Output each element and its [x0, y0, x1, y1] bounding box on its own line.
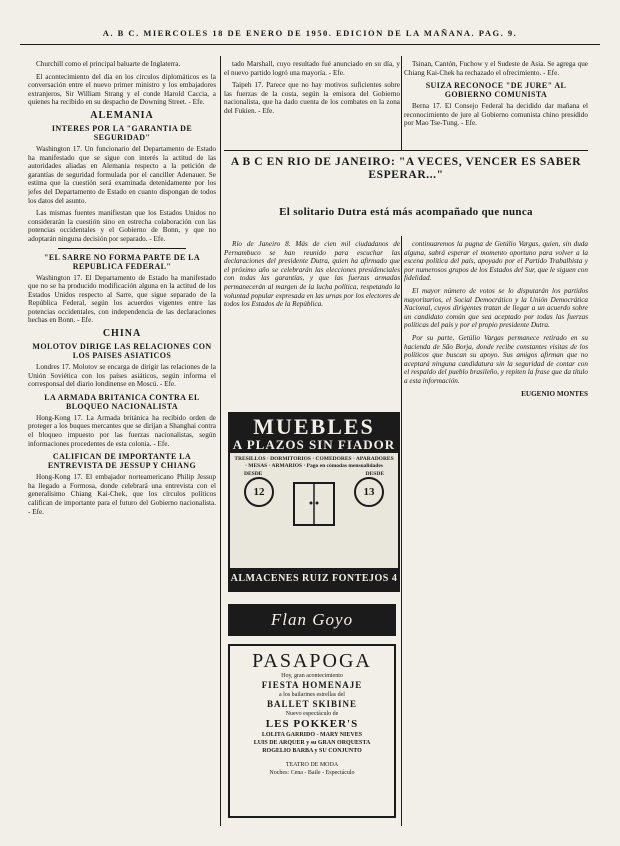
ad-heading: FIESTA HOMENAJE	[261, 680, 363, 690]
divider	[58, 248, 186, 249]
paragraph: Hong-Kong 17. El embajador norteamericano Philip Jessup ha llegado a Formosa, donde celebrará una entrevista con el generalísimo Chiang Kai-Chek, que los círculos políticos califican de importante para el futuro del Gobierno nacionalista. - Efe.	[28, 473, 216, 516]
paragraph: Churchill como el principal baluarte de Inglaterra.	[36, 60, 181, 68]
paragraph: El acontecimiento del día en los círculos diplomáticos es la conversación entre el nuevo primer ministro y los embajadores extranjeros, Sir William Strang y el conde Harold Caccia, a quienes ha recibido en su despacho de Downing Street. - Efe.	[28, 72, 216, 107]
ad-text: Nuevo espectáculo de	[285, 711, 339, 717]
ad-footer: Noches: Cena - Baile - Espectáculo	[269, 770, 355, 776]
paragraph: Hong-Kong 17. La Armada británica ha recibido orden de proteger a los buques mercantes que se dirijan a Shanghai contra el bloqueo impuesto por las fuerzas nacionalistas, según informaciones procedentes de esta colonia. - Efe.	[28, 413, 216, 448]
ad-title: PASAPOGA	[252, 650, 372, 672]
column-3-article	[404, 240, 588, 820]
ad-footer: ALMACENES RUIZ FONTEJOS 4	[230, 568, 398, 590]
wardrobe-icon	[286, 479, 342, 529]
article-heading: SUIZA RECONOCE "DE JURE" AL GOBIERNO COMUNISTA	[425, 81, 567, 100]
ad-footer: TEATRO DE MODA	[285, 762, 339, 768]
banner-rule-top	[224, 150, 588, 151]
ad-items: TRESILLOS · DORMITORIOS · COMEDORES · APARADORES · MESAS · ARMARIOS · Pago en cómodas mensualidades	[234, 456, 394, 469]
section-heading: CHINA	[102, 328, 142, 340]
paragraph: Tsinan, Cantón, Fuchow y el Sudeste de Asia. Se agrega que Chiang Kai-Chek ha rechazado el ofrecimiento. - Efe.	[404, 60, 588, 77]
ad-heading: LES POKKER'S	[265, 718, 359, 730]
article-heading: "EL SARRE NO FORMA PARTE DE LA REPUBLICA FEDERAL"	[43, 252, 201, 271]
ad-title: MUEBLES	[253, 414, 375, 439]
ad-subtitle: A PLAZOS SIN FIADOR	[232, 437, 396, 452]
paragraph: Berna 17. El Consejo Federal ha decidido dar mañana el reconocimiento de jure al Gobierno comunista chino presidido por Mao Tse-Tung. - Efe.	[404, 102, 588, 128]
column-3-top	[404, 60, 588, 140]
masthead-rule	[20, 44, 600, 45]
section-heading: ALEMANIA	[90, 109, 154, 121]
ad-text: LUIS DE ARQUER y su GRAN ORQUESTA	[253, 740, 371, 746]
paragraph: Taipeh 17. Parece que no hay motivos suficientes sobre las fuerzas de la costa, según la emisora del Gobierno nacionalista, que ha dado cuenta de los combates en la zona del Fukien. - Efe.	[224, 81, 400, 115]
column-1	[28, 60, 216, 820]
byline: EUGENIO MONTES	[521, 389, 588, 398]
ad-text: Hoy, gran acontecimiento	[281, 673, 343, 679]
ad-heading: BALLET SKIBINE	[266, 699, 358, 709]
paragraph: Las mismas fuentes manifiestan que los Estados Unidos no considerarán la cuestión sino en estrecha colaboración con las potencias occidentales y el Gobierno de Bonn, y que no adoptarán ninguna decisión por separado. - Efe.	[28, 209, 216, 243]
ad-text: ROGELIO BARBA y SU CONJUNTO	[262, 748, 362, 754]
article-heading: LA ARMADA BRITANICA CONTRA EL BLOQUEO NACIONALISTA	[44, 392, 200, 411]
ad-header	[230, 414, 398, 453]
price-badge: 13	[354, 477, 384, 507]
badge-label: DESDE	[365, 471, 384, 477]
column-2-article	[224, 240, 400, 405]
paragraph: Por su parte, Getúlio Vargas permanece retirado en su hacienda de São Borja, donde recibe constantes visitas de los políticos que buscan su apoyo. Sus amigos afirman que no aceptará ninguna candidatura sin la seguridad de contar con el respaldo del pueblo brasileño, y repiten la frase que da título a esta información.	[404, 333, 588, 385]
badge-label: DESDE	[244, 471, 263, 477]
paragraph: Washington 17. Un funcionario del Departamento de Estado ha manifestado que se sigue con interés la actitud de las autoridades aliadas en Alemania respecto a la petición de garantías de seguridad formulada por el canciller Adenauer. Se estima que la cuestión será examinada detenidamente por los jefes del Departamento de Estado en cuanto dispongan de todos los datos del asunto.	[28, 144, 216, 205]
paragraph: El mayor número de votos se lo disputarán los partidos mayoritarios, el Social Democrático y la Unión Democrática Nacional, cuyos dirigentes tratan de llegar a un acuerdo sobre un candidato común que sea aceptado por todas las fuerzas políticas del país y por el propio presidente Dutra.	[404, 286, 588, 330]
paragraph: Washington 17. El Departamento de Estado ha manifestado que no se ha producido modificación alguna en la actitud de los Estados Unidos respecto al Sarre, que sigue separado de la República Federal, según los acuerdos vigentes entre las potencias occidentales, con independencia de las declaraciones hechas en Bonn. - Efe.	[28, 273, 216, 325]
column-rule	[401, 56, 402, 150]
pasapoga-advertisement	[228, 644, 396, 818]
furniture-advertisement	[228, 412, 400, 592]
flan-advertisement: Flan Goyo	[228, 604, 396, 636]
article-heading: MOLOTOV DIRIGE LAS RELACIONES CON LOS PAISES ASIATICOS	[32, 342, 212, 361]
price-badge: 12	[244, 477, 274, 507]
column-rule	[220, 56, 221, 826]
paragraph: Londres 17. Molotov se encarga de dirigir las relaciones de la Unión Soviética con los países asiáticos, según informa el corresponsal del diario londinense en Moscú. - Efe.	[28, 363, 216, 389]
banner-subheadline: El solitario Dutra está más acompañado que nunca	[279, 206, 533, 218]
ad-text: a los bailarines estrellas del	[279, 692, 345, 698]
column-2-top	[224, 60, 400, 140]
masthead: A. B C. MIERCOLES 18 DE ENERO DE 1950. EDICION DE LA MAÑANA. PAG. 9.	[102, 28, 518, 38]
paragraph: tado Marshall, cuyo resultado fué anunciado en su día, y el nuevo partido logró una mayoría. - Efe.	[224, 60, 400, 77]
article-heading: CALIFICAN DE IMPORTANTE LA ENTREVISTA DE JESSUP Y CHIANG	[47, 452, 197, 471]
banner-headline: A B C EN RIO DE JANEIRO: "A VECES, VENCER ES SABER ESPERAR..."	[230, 156, 582, 181]
paragraph: continuaremos la pugna de Getúlio Vargas, quien, sin duda alguna, sabrá esperar el momento oportuno para volver a la escena política del país, apoyado por el Partido Trabalhista y por numerosos grupos de los Estados del Sur, que le siguen con fidelidad.	[404, 240, 588, 283]
ad-text: LOLITA GARRIDO - MARY NIEVES	[261, 732, 363, 738]
column-rule	[401, 236, 402, 826]
article-heading: INTERES POR LA "GARANTIA DE SEGURIDAD"	[51, 123, 193, 142]
ad-badges	[230, 473, 398, 535]
paragraph: Río de Janeiro 8. Más de cien mil ciudadanos de Pernambuco se han reunido para escuchar las declaraciones del presidente Dutra, quien ha afirmado que el próximo año se celebrarán las elecciones presidenciales con todas las garantías, y que las fuerzas armadas permanecerán al margen de la lucha política, respetando la voluntad popular expresada en las urnas por los electores de todos los Estados de la República.	[224, 240, 400, 309]
